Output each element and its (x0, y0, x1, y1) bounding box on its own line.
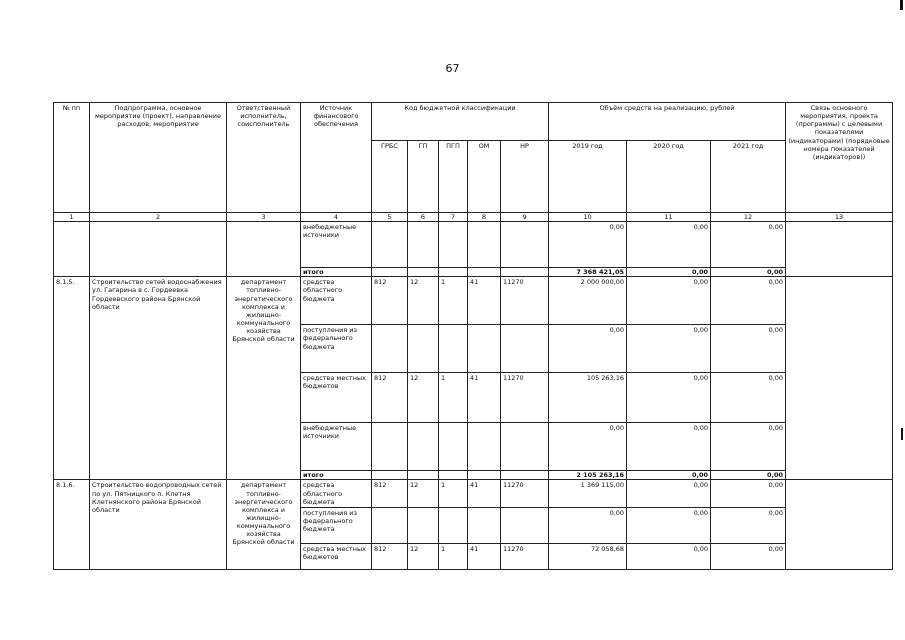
grbs-cell: 812 (372, 480, 408, 507)
amount-2021: 0,00 (711, 543, 786, 569)
grbs-cell: 812 (372, 373, 408, 423)
measure-executor: департамент топливно-энергетического комплекса и жилищно-коммунального хозяйства Брянской области (227, 277, 301, 480)
header-pgp: ПГП (439, 141, 468, 213)
grbs-cell (372, 325, 408, 373)
header-subprogram: Подпрограмма, основное мероприятие (проект), направление расходов, мероприятие (90, 103, 227, 213)
header-gp: ГП (408, 141, 439, 213)
column-number: 10 (549, 213, 627, 222)
gp-cell: 12 (408, 480, 439, 507)
header-2020: 2020 год (627, 141, 711, 213)
link-cell (786, 277, 893, 480)
pgp-cell: 1 (439, 373, 468, 423)
header-2019: 2019 год (549, 141, 627, 213)
column-number: 1 (54, 213, 90, 222)
nr-cell (501, 471, 549, 480)
column-number: 7 (439, 213, 468, 222)
link-cell (786, 480, 893, 569)
column-number-row (54, 213, 893, 222)
amount-2021: 0,00 (711, 222, 786, 268)
om-cell: 41 (468, 543, 501, 569)
table-header-row (54, 103, 893, 141)
grbs-cell (372, 268, 408, 277)
budget-table (53, 102, 893, 570)
nr-cell: 11270 (501, 543, 549, 569)
page-number: 67 (445, 62, 460, 75)
gp-cell: 12 (408, 543, 439, 569)
scan-edge-mark-side (901, 428, 903, 440)
source-cell: внебюджетные источники (301, 222, 372, 268)
source-cell: средства областного бюджета (301, 480, 372, 507)
prev-executor-cell (227, 222, 301, 277)
grbs-cell (372, 222, 408, 268)
pgp-cell: 1 (439, 277, 468, 325)
gp-cell (408, 507, 439, 543)
amount-2019: 0,00 (549, 325, 627, 373)
om-cell: 41 (468, 373, 501, 423)
prev-name-cell (90, 222, 227, 277)
amount-2019: 105 263,16 (549, 373, 627, 423)
header-link: Связь основного мероприятия, проекта (программы) с целевыми показателями (индикаторами) (порядковые номера показателей (индикаторов)) (786, 103, 893, 213)
gp-cell (408, 471, 439, 480)
table-row (54, 277, 893, 325)
column-number: 6 (408, 213, 439, 222)
source-cell: средства областного бюджета (301, 277, 372, 325)
table-row (54, 222, 893, 268)
pgp-cell (439, 507, 468, 543)
gp-cell (408, 222, 439, 268)
measure-num: 8.1.6. (54, 480, 90, 569)
source-cell: итого (301, 471, 372, 480)
column-number: 11 (627, 213, 711, 222)
gp-cell: 12 (408, 277, 439, 325)
source-cell: поступления из федерального бюджета (301, 325, 372, 373)
amount-2019: 1 369 115,00 (549, 480, 627, 507)
table-row (54, 480, 893, 507)
amount-2020: 0,00 (627, 471, 711, 480)
column-number: 3 (227, 213, 301, 222)
amount-2021: 0,00 (711, 277, 786, 325)
header-om: ОМ (468, 141, 501, 213)
gp-cell (408, 268, 439, 277)
grbs-cell (372, 471, 408, 480)
om-cell: 41 (468, 277, 501, 325)
gp-cell (408, 423, 439, 471)
amount-2020: 0,00 (627, 373, 711, 423)
grbs-cell (372, 423, 408, 471)
amount-2019: 2 105 263,16 (549, 471, 627, 480)
header-executor: Ответственный исполнитель, соисполнитель (227, 103, 301, 213)
amount-2020: 0,00 (627, 480, 711, 507)
link-cell (786, 222, 893, 277)
amount-2019: 72 058,68 (549, 543, 627, 569)
header-grbs: ГРБС (372, 141, 408, 213)
measure-name: Строительство сетей водоснабжения ул. Гагарина в с. Гордеевка Гордеевского района Брянской области (90, 277, 227, 480)
header-num: № пп (54, 103, 90, 213)
amount-2020: 0,00 (627, 222, 711, 268)
column-number: 12 (711, 213, 786, 222)
column-number: 2 (90, 213, 227, 222)
column-number: 5 (372, 213, 408, 222)
header-source: Источник финансового обеспечения (301, 103, 372, 213)
amount-2019: 0,00 (549, 507, 627, 543)
column-number: 9 (501, 213, 549, 222)
amount-2021: 0,00 (711, 268, 786, 277)
pgp-cell: 1 (439, 480, 468, 507)
grbs-cell (372, 507, 408, 543)
column-number: 13 (786, 213, 893, 222)
amount-2020: 0,00 (627, 325, 711, 373)
header-nr: НР (501, 141, 549, 213)
measure-executor: департамент топливно-энергетического комплекса и жилищно-коммунального хозяйства Брянской области (227, 480, 301, 569)
nr-cell (501, 268, 549, 277)
pgp-cell (439, 268, 468, 277)
amount-2019: 7 368 421,05 (549, 268, 627, 277)
grbs-cell: 812 (372, 277, 408, 325)
amount-2020: 0,00 (627, 507, 711, 543)
amount-2020: 0,00 (627, 277, 711, 325)
pgp-cell (439, 423, 468, 471)
source-cell: внебюджетные источники (301, 423, 372, 471)
nr-cell: 11270 (501, 373, 549, 423)
amount-2019: 0,00 (549, 222, 627, 268)
grbs-cell: 812 (372, 543, 408, 569)
amount-2020: 0,00 (627, 268, 711, 277)
gp-cell (408, 325, 439, 373)
nr-cell (501, 222, 549, 268)
nr-cell (501, 423, 549, 471)
om-cell (468, 268, 501, 277)
amount-2019: 2 000 000,00 (549, 277, 627, 325)
pgp-cell (439, 222, 468, 268)
amount-2021: 0,00 (711, 471, 786, 480)
amount-2021: 0,00 (711, 507, 786, 543)
amount-2019: 0,00 (549, 423, 627, 471)
om-cell (468, 325, 501, 373)
amount-2021: 0,00 (711, 423, 786, 471)
header-2021: 2021 год (711, 141, 786, 213)
pgp-cell (439, 471, 468, 480)
pgp-cell (439, 325, 468, 373)
source-cell: поступления из федерального бюджета (301, 507, 372, 543)
measure-name: Строительство водопроводных сетей по ул. Пятницкого п. Клетня Клетнянского района Брянской области (90, 480, 227, 569)
pgp-cell: 1 (439, 543, 468, 569)
header-volume: Объём средств на реализацию, рублей (549, 103, 786, 141)
nr-cell (501, 507, 549, 543)
prev-num-cell (54, 222, 90, 277)
amount-2020: 0,00 (627, 543, 711, 569)
gp-cell: 12 (408, 373, 439, 423)
source-cell: средства местных бюджетов (301, 543, 372, 569)
om-cell (468, 423, 501, 471)
nr-cell (501, 325, 549, 373)
om-cell (468, 507, 501, 543)
nr-cell: 11270 (501, 277, 549, 325)
source-cell: средства местных бюджетов (301, 373, 372, 423)
om-cell: 41 (468, 480, 501, 507)
column-number: 4 (301, 213, 372, 222)
amount-2021: 0,00 (711, 373, 786, 423)
amount-2021: 0,00 (711, 480, 786, 507)
scan-edge-mark-top (900, 0, 903, 10)
header-budget-code: Код бюджетной классификации (372, 103, 549, 141)
source-cell: итого (301, 268, 372, 277)
measure-num: 8.1.5. (54, 277, 90, 480)
amount-2020: 0,00 (627, 423, 711, 471)
column-number: 8 (468, 213, 501, 222)
om-cell (468, 222, 501, 268)
nr-cell: 11270 (501, 480, 549, 507)
amount-2021: 0,00 (711, 325, 786, 373)
om-cell (468, 471, 501, 480)
